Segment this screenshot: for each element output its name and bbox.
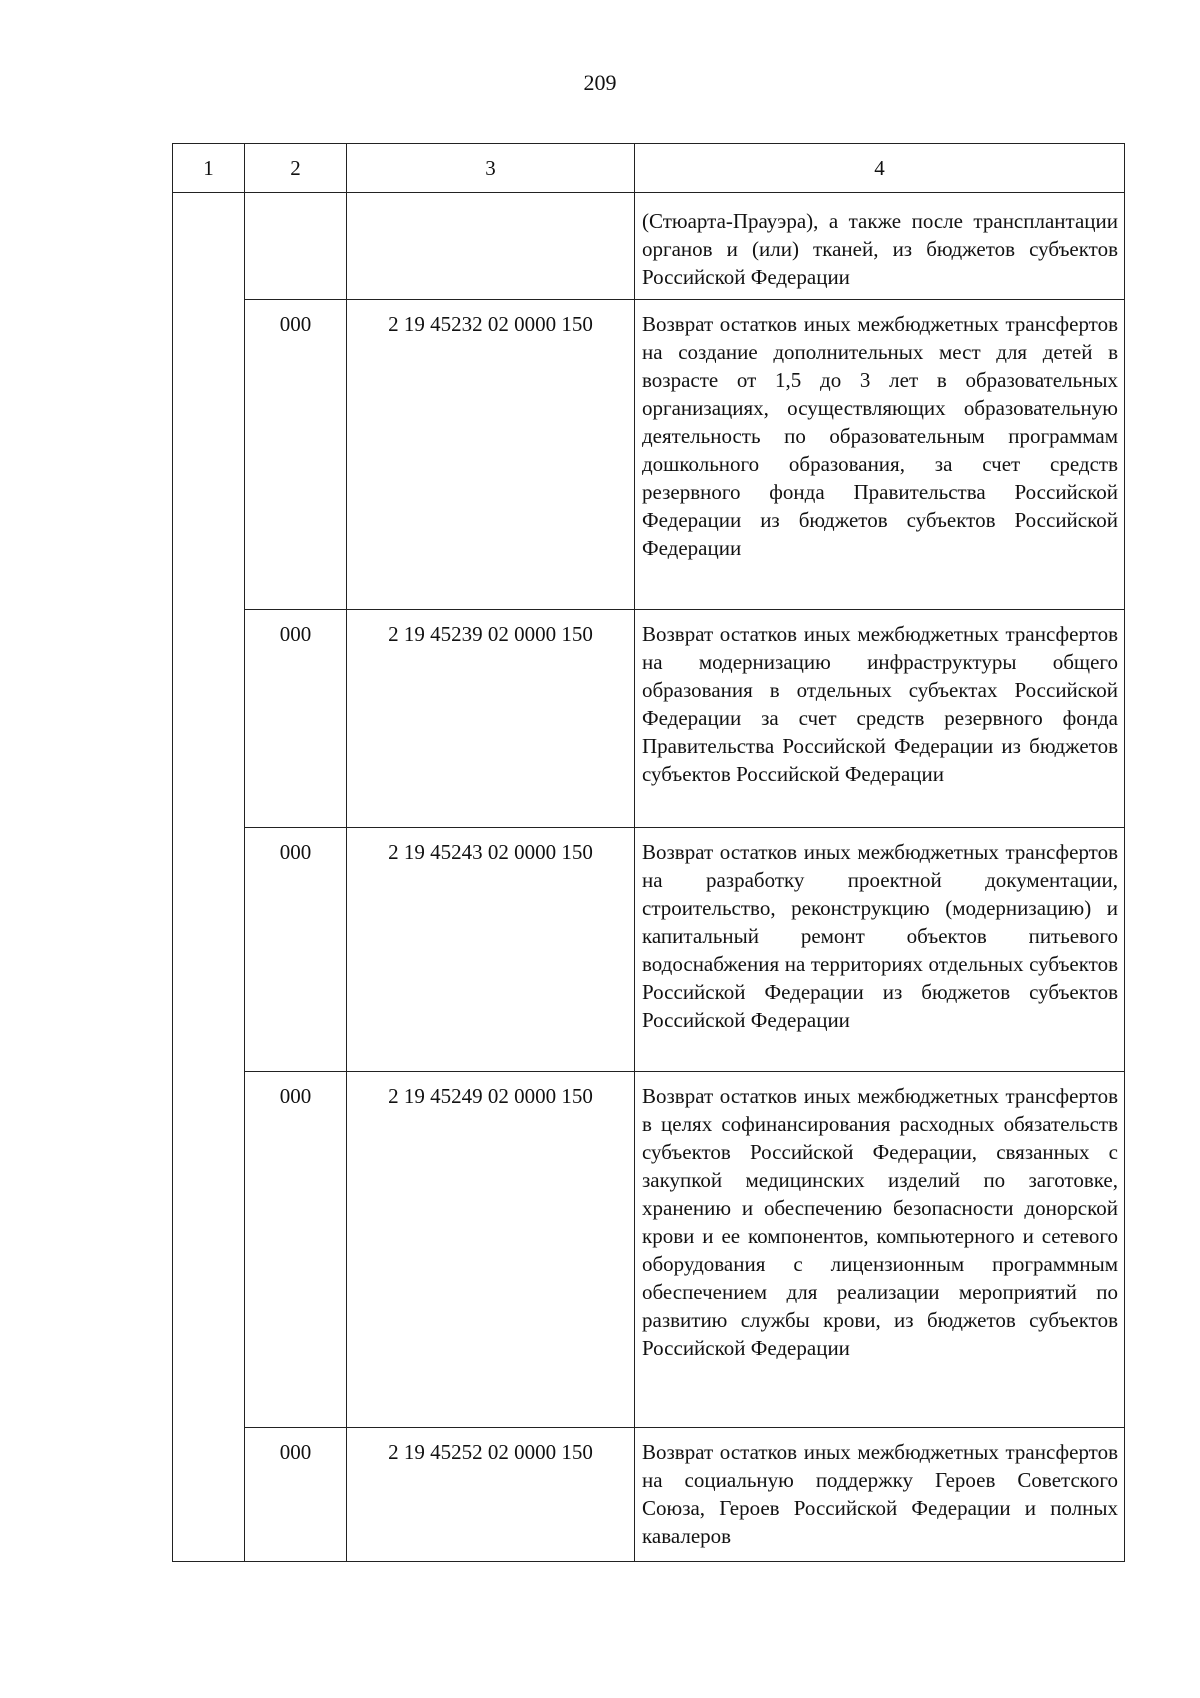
admin-code-cell: 000 <box>245 610 347 828</box>
column-header-1: 1 <box>173 144 245 193</box>
description-cell: Возврат остатков иных межбюджетных трансфертов в целях софинансирования расходных обязательств субъектов Российской Федерации, связанных с закупкой медицинских изделий по заготовке, хранению и обеспечению безопасности донорской крови и ее компонентов, компьютерного и сетевого оборудования с лицензионным программным обеспечением для реализации мероприятий по развитию службы крови, из бюджетов субъектов Российской Федерации <box>635 1072 1125 1428</box>
column-header-4: 4 <box>635 144 1125 193</box>
table-row <box>173 610 1125 828</box>
table-row <box>173 300 1125 610</box>
budget-codes-table <box>172 143 1125 1562</box>
description-cell: Возврат остатков иных межбюджетных трансфертов на модернизацию инфраструктуры общего образования в отдельных субъектах Российской Федерации за счет средств резервного фонда Правительства Российской Федерации из бюджетов субъектов Российской Федерации <box>635 610 1125 828</box>
table-row <box>173 1072 1125 1428</box>
revenue-code-cell: 2 19 45249 02 0000 150 <box>347 1072 635 1428</box>
admin-code-cell: 000 <box>245 300 347 610</box>
table-row-continuation <box>173 193 1125 300</box>
merged-column-1-cell <box>173 193 245 1562</box>
admin-code-cell: 000 <box>245 828 347 1072</box>
description-cell: Возврат остатков иных межбюджетных трансфертов на создание дополнительных мест для детей в возрасте от 1,5 до 3 лет в образовательных организациях, осуществляющих образовательную деятельность по образовательным программам дошкольного образования, за счет средств резервного фонда Правительства Российской Федерации из бюджетов субъектов Российской Федерации <box>635 300 1125 610</box>
empty-code-cell <box>245 193 347 300</box>
column-header-3: 3 <box>347 144 635 193</box>
description-cell: Возврат остатков иных межбюджетных трансфертов на социальную поддержку Героев Советского Союза, Героев Российской Федерации и полных кавалеров <box>635 1428 1125 1562</box>
admin-code-cell: 000 <box>245 1072 347 1428</box>
column-header-2: 2 <box>245 144 347 193</box>
revenue-code-cell: 2 19 45239 02 0000 150 <box>347 610 635 828</box>
page-number: 209 <box>583 70 617 95</box>
admin-code-cell: 000 <box>245 1428 347 1562</box>
revenue-code-cell: 2 19 45232 02 0000 150 <box>347 300 635 610</box>
continuation-description: (Стюарта-Прауэра), а также после трансплантации органов и (или) тканей, из бюджетов субъектов Российской Федерации <box>635 193 1125 300</box>
empty-revenue-code-cell <box>347 193 635 300</box>
revenue-code-cell: 2 19 45252 02 0000 150 <box>347 1428 635 1562</box>
header-row <box>173 144 1125 193</box>
description-cell: Возврат остатков иных межбюджетных трансфертов на разработку проектной документации, строительство, реконструкцию (модернизацию) и капитальный ремонт объектов питьевого водоснабжения на территориях отдельных субъектов Российской Федерации из бюджетов субъектов Российской Федерации <box>635 828 1125 1072</box>
revenue-code-cell: 2 19 45243 02 0000 150 <box>347 828 635 1072</box>
table-row <box>173 1428 1125 1562</box>
table-row <box>173 828 1125 1072</box>
